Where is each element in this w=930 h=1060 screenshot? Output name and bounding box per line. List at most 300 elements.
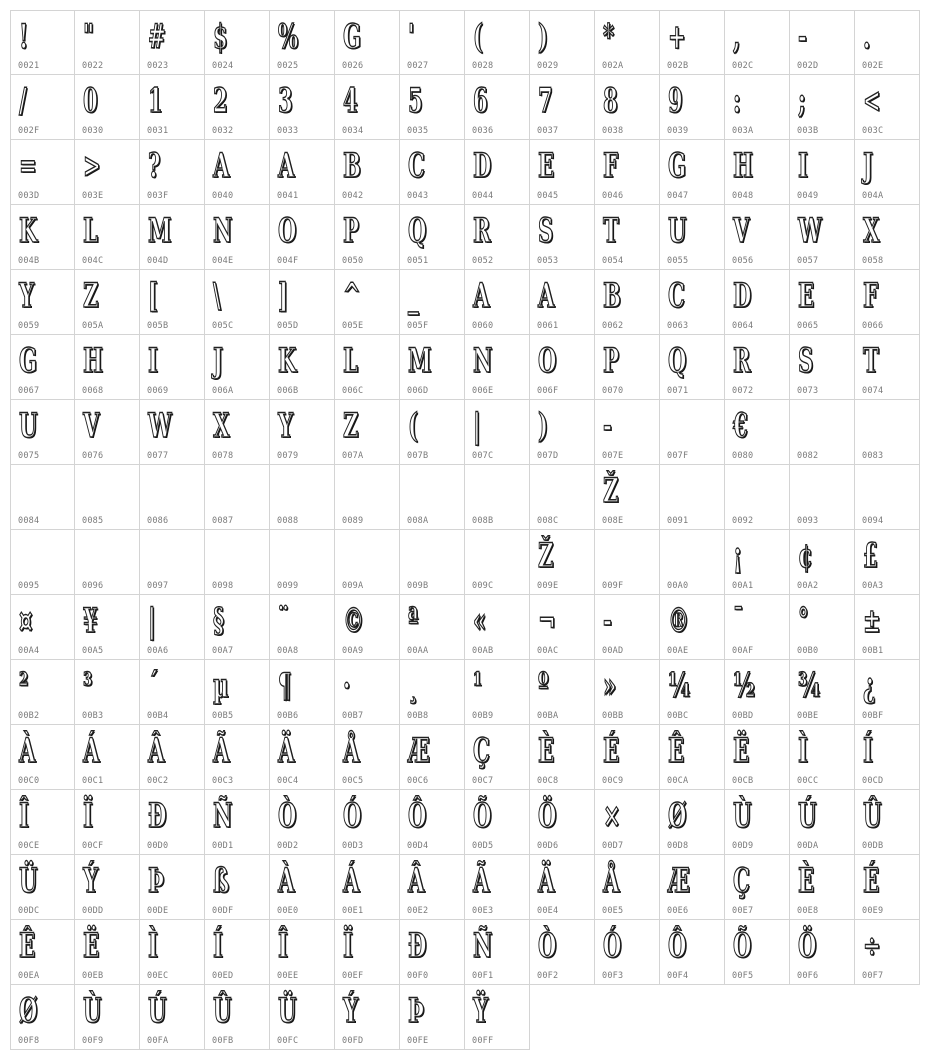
codepoint-label: 009A bbox=[342, 581, 364, 591]
glyph-sample: V bbox=[733, 211, 750, 251]
codepoint-label: 00D7 bbox=[602, 841, 624, 851]
codepoint-label: 0067 bbox=[18, 386, 40, 396]
codepoint-label: 004A bbox=[862, 191, 884, 201]
glyph-cell bbox=[335, 75, 400, 140]
glyph-sample: Ò bbox=[538, 926, 557, 966]
glyph-cell bbox=[530, 790, 595, 855]
codepoint-label: 0084 bbox=[18, 516, 40, 526]
glyph-cell bbox=[725, 465, 790, 530]
glyph-sample: Ü bbox=[19, 861, 38, 901]
glyph-cell bbox=[75, 985, 140, 1050]
codepoint-label: 0050 bbox=[342, 256, 364, 266]
glyph-cell bbox=[725, 855, 790, 920]
glyph-sample: Å bbox=[343, 731, 360, 771]
glyph-sample: O bbox=[538, 341, 557, 381]
codepoint-label: 0074 bbox=[862, 386, 884, 396]
glyph-cell bbox=[790, 400, 855, 465]
glyph-sample: C bbox=[668, 276, 685, 316]
glyph-sample: > bbox=[83, 146, 101, 186]
codepoint-label: 00B4 bbox=[147, 711, 169, 721]
glyph-cell bbox=[595, 270, 660, 335]
glyph-cell bbox=[595, 530, 660, 595]
glyph-sample: ³ bbox=[83, 666, 93, 706]
glyph-cell bbox=[335, 985, 400, 1050]
codepoint-label: 0089 bbox=[342, 516, 364, 526]
codepoint-label: 00B3 bbox=[82, 711, 104, 721]
glyph-cell bbox=[530, 725, 595, 790]
glyph-cell bbox=[205, 465, 270, 530]
glyph-sample: - bbox=[603, 406, 612, 446]
glyph-sample: · bbox=[343, 666, 351, 706]
glyph-sample: B bbox=[343, 146, 361, 186]
codepoint-label: 002D bbox=[797, 61, 819, 71]
glyph-cell bbox=[595, 595, 660, 660]
glyph-sample: Ö bbox=[798, 926, 817, 966]
codepoint-label: 00CC bbox=[797, 776, 819, 786]
glyph-sample: Ç bbox=[473, 731, 490, 771]
glyph-cell bbox=[205, 205, 270, 270]
codepoint-label: 003B bbox=[797, 126, 819, 136]
glyph-sample: ' bbox=[408, 17, 415, 57]
glyph-cell bbox=[465, 660, 530, 725]
codepoint-label: 006D bbox=[407, 386, 429, 396]
codepoint-label: 0053 bbox=[537, 256, 559, 266]
glyph-cell bbox=[400, 725, 465, 790]
glyph-cell bbox=[75, 335, 140, 400]
glyph-cell bbox=[790, 790, 855, 855]
glyph-sample: M bbox=[148, 211, 172, 251]
codepoint-label: 0042 bbox=[342, 191, 364, 201]
codepoint-label: 00D8 bbox=[667, 841, 689, 851]
glyph-cell bbox=[75, 10, 140, 75]
glyph-sample: X bbox=[863, 211, 880, 251]
glyph-sample: ¤ bbox=[19, 601, 33, 641]
glyph-sample: T bbox=[603, 211, 619, 251]
glyph-sample: Ì bbox=[798, 731, 808, 771]
glyph-cell bbox=[335, 10, 400, 75]
glyph-cell bbox=[855, 10, 920, 75]
codepoint-label: 00B5 bbox=[212, 711, 234, 721]
glyph-sample: 1 bbox=[148, 81, 163, 121]
glyph-sample: J bbox=[863, 146, 873, 186]
glyph-cell bbox=[530, 660, 595, 725]
glyph-cell bbox=[140, 790, 205, 855]
glyph-cell bbox=[10, 660, 75, 725]
glyph-cell bbox=[595, 920, 660, 985]
glyph-sample: Ñ bbox=[213, 796, 233, 836]
codepoint-label: 005C bbox=[212, 321, 234, 331]
codepoint-label: 0022 bbox=[82, 61, 104, 71]
codepoint-label: 00C0 bbox=[18, 776, 40, 786]
codepoint-label: 0047 bbox=[667, 191, 689, 201]
codepoint-label: 004E bbox=[212, 256, 234, 266]
codepoint-label: 0076 bbox=[82, 451, 104, 461]
glyph-cell bbox=[270, 985, 335, 1050]
codepoint-label: 00A2 bbox=[797, 581, 819, 591]
glyph-sample: S bbox=[538, 211, 554, 251]
codepoint-label: 00B8 bbox=[407, 711, 429, 721]
glyph-cell bbox=[205, 725, 270, 790]
codepoint-label: 0037 bbox=[537, 126, 559, 136]
glyph-cell bbox=[725, 920, 790, 985]
codepoint-label: 00E1 bbox=[342, 906, 364, 916]
glyph-cell bbox=[140, 595, 205, 660]
codepoint-label: 0062 bbox=[602, 321, 624, 331]
codepoint-label: 00F1 bbox=[472, 971, 494, 981]
glyph-cell bbox=[270, 335, 335, 400]
codepoint-label: 0091 bbox=[667, 516, 689, 526]
glyph-cell bbox=[855, 465, 920, 530]
glyph-sample: £ bbox=[863, 536, 878, 576]
glyph-cell bbox=[270, 465, 335, 530]
glyph-cell bbox=[75, 530, 140, 595]
glyph-sample: Þ bbox=[408, 991, 424, 1031]
glyph-cell bbox=[10, 270, 75, 335]
glyph-sample: ) bbox=[538, 17, 548, 57]
glyph-cell bbox=[725, 335, 790, 400]
glyph-sample: Y bbox=[278, 406, 294, 446]
codepoint-label: 004F bbox=[277, 256, 299, 266]
codepoint-label: 00C8 bbox=[537, 776, 559, 786]
glyph-cell bbox=[790, 660, 855, 725]
codepoint-label: 00B9 bbox=[472, 711, 494, 721]
glyph-sample: O bbox=[278, 211, 297, 251]
codepoint-label: 00F2 bbox=[537, 971, 559, 981]
glyph-sample: Ž bbox=[603, 471, 619, 511]
codepoint-label: 0066 bbox=[862, 321, 884, 331]
glyph-sample: Ê bbox=[668, 731, 685, 771]
glyph-cell bbox=[400, 205, 465, 270]
codepoint-label: 00ED bbox=[212, 971, 234, 981]
glyph-cell bbox=[465, 920, 530, 985]
glyph-sample: ² bbox=[19, 666, 29, 706]
codepoint-label: 006E bbox=[472, 386, 494, 396]
codepoint-label: 0072 bbox=[732, 386, 754, 396]
codepoint-label: 0086 bbox=[147, 516, 169, 526]
glyph-cell bbox=[595, 400, 660, 465]
codepoint-label: 00FD bbox=[342, 1036, 364, 1046]
glyph-cell bbox=[10, 205, 75, 270]
glyph-cell bbox=[75, 660, 140, 725]
glyph-sample: L bbox=[83, 211, 98, 251]
codepoint-label: 00AD bbox=[602, 646, 624, 656]
glyph-cell bbox=[140, 920, 205, 985]
glyph-cell bbox=[790, 855, 855, 920]
codepoint-label: 0075 bbox=[18, 451, 40, 461]
glyph-cell bbox=[660, 855, 725, 920]
codepoint-label: 00B6 bbox=[277, 711, 299, 721]
glyph-cell bbox=[595, 660, 660, 725]
glyph-cell bbox=[660, 530, 725, 595]
codepoint-label: 00DF bbox=[212, 906, 234, 916]
glyph-cell bbox=[660, 10, 725, 75]
glyph-cell bbox=[75, 140, 140, 205]
codepoint-label: 005E bbox=[342, 321, 364, 331]
glyph-sample: X bbox=[213, 406, 230, 446]
codepoint-label: 00F9 bbox=[82, 1036, 104, 1046]
glyph-sample: Y bbox=[19, 276, 35, 316]
codepoint-label: 0051 bbox=[407, 256, 429, 266]
codepoint-label: 00C6 bbox=[407, 776, 429, 786]
glyph-sample: ¼ bbox=[668, 666, 690, 706]
codepoint-label: 00A7 bbox=[212, 646, 234, 656]
glyph-cell bbox=[205, 10, 270, 75]
glyph-cell bbox=[725, 595, 790, 660]
codepoint-label: 00C9 bbox=[602, 776, 624, 786]
glyph-cell bbox=[10, 920, 75, 985]
codepoint-label: 00BA bbox=[537, 711, 559, 721]
codepoint-label: 0024 bbox=[212, 61, 234, 71]
glyph-sample: Ý bbox=[83, 861, 99, 901]
glyph-cell bbox=[595, 75, 660, 140]
codepoint-label: 00C7 bbox=[472, 776, 494, 786]
glyph-sample: È bbox=[538, 731, 555, 771]
glyph-cell bbox=[140, 10, 205, 75]
glyph-cell bbox=[75, 790, 140, 855]
glyph-cell bbox=[855, 595, 920, 660]
glyph-cell bbox=[790, 595, 855, 660]
codepoint-label: 0063 bbox=[667, 321, 689, 331]
glyph-sample: 7 bbox=[538, 81, 553, 121]
glyph-sample: Ä bbox=[278, 731, 295, 771]
codepoint-label: 0071 bbox=[667, 386, 689, 396]
glyph-sample: Q bbox=[408, 211, 427, 251]
glyph-sample: Æ bbox=[408, 731, 430, 771]
codepoint-label: 0036 bbox=[472, 126, 494, 136]
glyph-sample: ª bbox=[408, 601, 419, 641]
glyph-cell bbox=[140, 140, 205, 205]
glyph-sample: G bbox=[19, 341, 38, 381]
codepoint-label: 0069 bbox=[147, 386, 169, 396]
glyph-cell bbox=[790, 205, 855, 270]
codepoint-label: 00CF bbox=[82, 841, 104, 851]
codepoint-label: 006A bbox=[212, 386, 234, 396]
codepoint-label: 00BF bbox=[862, 711, 884, 721]
glyph-sample: Â bbox=[408, 861, 425, 901]
codepoint-label: 00CE bbox=[18, 841, 40, 851]
glyph-cell bbox=[270, 920, 335, 985]
glyph-sample: | bbox=[148, 601, 156, 641]
codepoint-label: 003C bbox=[862, 126, 884, 136]
codepoint-label: 00AA bbox=[407, 646, 429, 656]
codepoint-label: 007A bbox=[342, 451, 364, 461]
glyph-sample: ´ bbox=[148, 666, 159, 706]
glyph-sample: + bbox=[668, 17, 686, 57]
codepoint-label: 008E bbox=[602, 516, 624, 526]
glyph-cell bbox=[790, 270, 855, 335]
glyph-cell bbox=[790, 725, 855, 790]
glyph-sample: ? bbox=[148, 146, 161, 186]
glyph-cell bbox=[595, 790, 660, 855]
glyph-cell bbox=[400, 855, 465, 920]
glyph-sample: À bbox=[278, 861, 295, 901]
glyph-cell bbox=[530, 10, 595, 75]
codepoint-label: 0021 bbox=[18, 61, 40, 71]
glyph-sample: : bbox=[733, 81, 741, 121]
glyph-cell bbox=[205, 790, 270, 855]
glyph-sample: M bbox=[408, 341, 432, 381]
codepoint-label: 0029 bbox=[537, 61, 559, 71]
codepoint-label: 0040 bbox=[212, 191, 234, 201]
glyph-sample: ¥ bbox=[83, 601, 98, 641]
glyph-sample: ÷ bbox=[863, 926, 881, 966]
glyph-sample: P bbox=[603, 341, 619, 381]
glyph-cell bbox=[725, 400, 790, 465]
glyph-cell bbox=[790, 530, 855, 595]
codepoint-label: 0031 bbox=[147, 126, 169, 136]
codepoint-label: 00B7 bbox=[342, 711, 364, 721]
glyph-cell bbox=[660, 595, 725, 660]
glyph-cell bbox=[790, 140, 855, 205]
glyph-sample: Q bbox=[668, 341, 687, 381]
codepoint-label: 00D3 bbox=[342, 841, 364, 851]
codepoint-label: 002E bbox=[862, 61, 884, 71]
glyph-sample: ; bbox=[798, 81, 806, 121]
codepoint-label: 00E5 bbox=[602, 906, 624, 916]
glyph-sample: ¡ bbox=[733, 536, 743, 576]
glyph-sample: Ð bbox=[148, 796, 167, 836]
glyph-sample: Z bbox=[83, 276, 99, 316]
codepoint-label: 0049 bbox=[797, 191, 819, 201]
glyph-sample: D bbox=[733, 276, 752, 316]
codepoint-label: 0077 bbox=[147, 451, 169, 461]
glyph-cell bbox=[725, 75, 790, 140]
glyph-sample: Ÿ bbox=[473, 991, 489, 1031]
codepoint-label: 0052 bbox=[472, 256, 494, 266]
glyph-cell bbox=[75, 205, 140, 270]
glyph-cell bbox=[140, 855, 205, 920]
glyph-sample: Ï bbox=[343, 926, 353, 966]
glyph-cell bbox=[660, 335, 725, 400]
codepoint-label: 002C bbox=[732, 61, 754, 71]
codepoint-label: 00D1 bbox=[212, 841, 234, 851]
codepoint-label: 00C2 bbox=[147, 776, 169, 786]
glyph-sample: É bbox=[603, 731, 620, 771]
glyph-sample: = bbox=[19, 146, 37, 186]
codepoint-label: 00E3 bbox=[472, 906, 494, 916]
codepoint-label: 0092 bbox=[732, 516, 754, 526]
codepoint-label: 0033 bbox=[277, 126, 299, 136]
glyph-cell bbox=[855, 140, 920, 205]
glyph-cell bbox=[855, 400, 920, 465]
glyph-cell bbox=[725, 270, 790, 335]
glyph-cell bbox=[75, 725, 140, 790]
glyph-cell bbox=[530, 855, 595, 920]
glyph-cell bbox=[10, 985, 75, 1050]
glyph-sample: Ð bbox=[408, 926, 427, 966]
glyph-cell bbox=[465, 205, 530, 270]
glyph-cell bbox=[400, 10, 465, 75]
glyph-cell bbox=[530, 530, 595, 595]
glyph-sample: Ñ bbox=[473, 926, 493, 966]
glyph-cell bbox=[335, 660, 400, 725]
glyph-cell bbox=[270, 855, 335, 920]
codepoint-label: 00FE bbox=[407, 1036, 429, 1046]
glyph-cell bbox=[10, 855, 75, 920]
glyph-sample: ( bbox=[408, 406, 418, 446]
glyph-cell bbox=[270, 400, 335, 465]
codepoint-label: 0082 bbox=[797, 451, 819, 461]
codepoint-label: 00BB bbox=[602, 711, 624, 721]
glyph-sample: Z bbox=[343, 406, 359, 446]
glyph-cell bbox=[335, 400, 400, 465]
glyph-cell bbox=[465, 985, 530, 1050]
glyph-sample: | bbox=[473, 406, 481, 446]
codepoint-label: 00F6 bbox=[797, 971, 819, 981]
glyph-sample: É bbox=[863, 861, 880, 901]
codepoint-label: 003D bbox=[18, 191, 40, 201]
glyph-sample: Ö bbox=[538, 796, 557, 836]
glyph-cell bbox=[400, 790, 465, 855]
codepoint-label: 0034 bbox=[342, 126, 364, 136]
glyph-sample: H bbox=[83, 341, 103, 381]
glyph-cell bbox=[10, 75, 75, 140]
glyph-sample: L bbox=[343, 341, 358, 381]
codepoint-label: 009F bbox=[602, 581, 624, 591]
glyph-sample: § bbox=[213, 601, 225, 641]
glyph-cell bbox=[140, 725, 205, 790]
glyph-sample: © bbox=[343, 601, 365, 641]
codepoint-label: 00FB bbox=[212, 1036, 234, 1046]
glyph-sample: ] bbox=[278, 276, 288, 316]
codepoint-label: 00C3 bbox=[212, 776, 234, 786]
glyph-cell bbox=[465, 465, 530, 530]
codepoint-label: 00DA bbox=[797, 841, 819, 851]
codepoint-label: 00FC bbox=[277, 1036, 299, 1046]
glyph-sample: Ì bbox=[148, 926, 158, 966]
codepoint-label: 0087 bbox=[212, 516, 234, 526]
glyph-sample: ¨ bbox=[278, 601, 289, 641]
glyph-cell bbox=[725, 790, 790, 855]
glyph-cell bbox=[75, 595, 140, 660]
glyph-sample: Ò bbox=[278, 796, 297, 836]
codepoint-label: 005B bbox=[147, 321, 169, 331]
glyph-cell bbox=[660, 205, 725, 270]
codepoint-label: 00CA bbox=[667, 776, 689, 786]
glyph-cell bbox=[75, 855, 140, 920]
glyph-cell bbox=[595, 855, 660, 920]
glyph-cell bbox=[140, 335, 205, 400]
codepoint-label: 00FF bbox=[472, 1036, 494, 1046]
codepoint-label: 0095 bbox=[18, 581, 40, 591]
codepoint-label: 0083 bbox=[862, 451, 884, 461]
glyph-cell bbox=[270, 10, 335, 75]
glyph-cell bbox=[465, 530, 530, 595]
glyph-sample: N bbox=[213, 211, 233, 251]
codepoint-label: 0056 bbox=[732, 256, 754, 266]
codepoint-label: 0044 bbox=[472, 191, 494, 201]
glyph-sample: \ bbox=[213, 276, 221, 316]
glyph-cell bbox=[530, 920, 595, 985]
glyph-cell bbox=[855, 660, 920, 725]
codepoint-label: 0059 bbox=[18, 321, 40, 331]
glyph-cell bbox=[75, 400, 140, 465]
codepoint-label: 0046 bbox=[602, 191, 624, 201]
codepoint-label: 002B bbox=[667, 61, 689, 71]
codepoint-label: 0079 bbox=[277, 451, 299, 461]
glyph-sample: Ù bbox=[733, 796, 752, 836]
codepoint-label: 0099 bbox=[277, 581, 299, 591]
codepoint-label: 00AB bbox=[472, 646, 494, 656]
codepoint-label: 0039 bbox=[667, 126, 689, 136]
codepoint-label: 0080 bbox=[732, 451, 754, 461]
codepoint-label: 003E bbox=[82, 191, 104, 201]
glyph-sample: 3 bbox=[278, 81, 293, 121]
codepoint-label: 00D5 bbox=[472, 841, 494, 851]
glyph-cell bbox=[725, 10, 790, 75]
glyph-cell bbox=[660, 400, 725, 465]
codepoint-label: 00E8 bbox=[797, 906, 819, 916]
